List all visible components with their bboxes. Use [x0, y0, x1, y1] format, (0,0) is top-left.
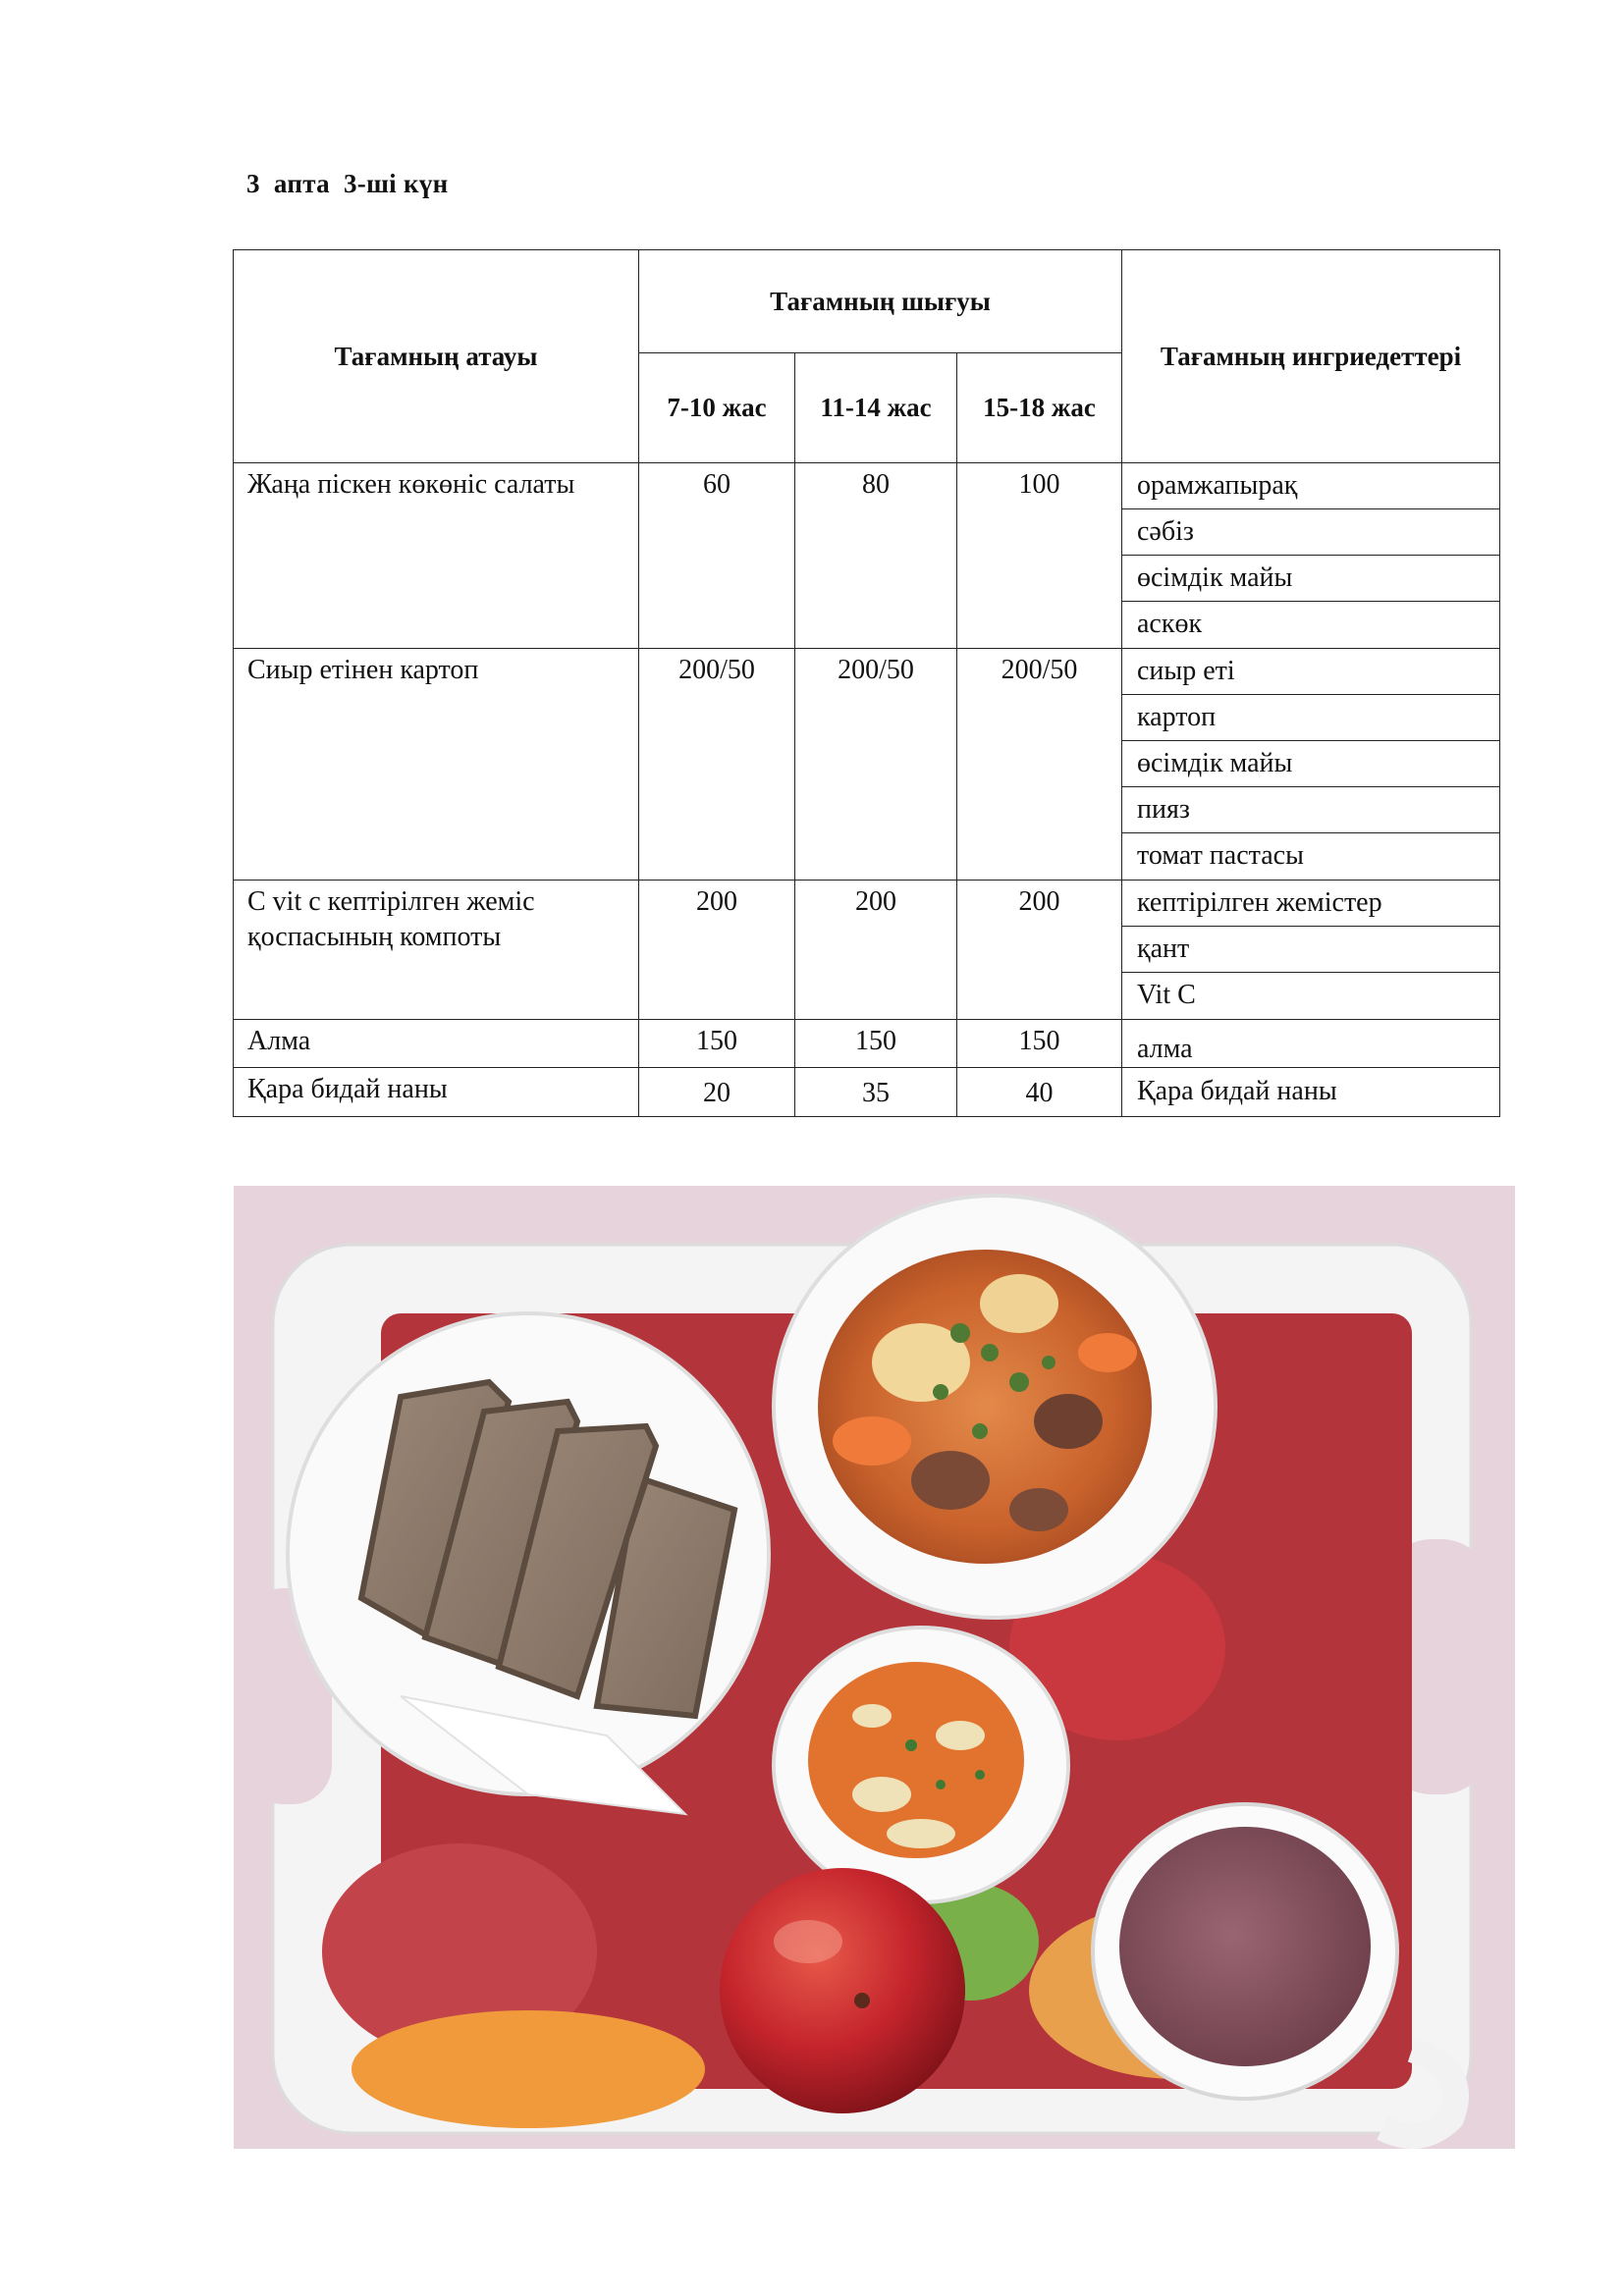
- header-dish-name: Тағамның атауы: [234, 250, 639, 463]
- amount-7-10: 200/50: [639, 649, 795, 881]
- ingredients-cell: [1122, 881, 1500, 1020]
- amount-11-14: 200: [795, 881, 957, 1020]
- stew-carrot: [833, 1416, 911, 1466]
- meal-photo: [234, 1186, 1515, 2149]
- tray-print-fruit: [352, 2010, 705, 2128]
- table-row: [234, 1020, 1500, 1068]
- amount-7-10: 20: [639, 1068, 795, 1117]
- amount-11-14: 35: [795, 1068, 957, 1117]
- dish-name: Жаңа піскен көкөніс салаты: [234, 463, 639, 649]
- stew-potato: [980, 1274, 1058, 1333]
- amount-15-18: 200: [957, 881, 1122, 1020]
- amount-15-18: 40: [957, 1068, 1122, 1117]
- dish-name: Сиыр етінен картоп: [234, 649, 639, 881]
- apple-highlight: [774, 1920, 842, 1963]
- apple-stem: [854, 1993, 870, 2008]
- stew-beef: [1034, 1394, 1103, 1449]
- ingredients-cell: [1122, 463, 1500, 649]
- header-age-11-14: 11-14 жас: [795, 353, 957, 463]
- header-age-7-10: 7-10 жас: [639, 353, 795, 463]
- amount-11-14: 200/50: [795, 649, 957, 881]
- table-row: [234, 463, 1500, 649]
- table-row: [234, 1068, 1500, 1117]
- header-ingredients: Тағамның ингриедеттері: [1122, 250, 1500, 463]
- ingredient: Vit C: [1137, 980, 1196, 1010]
- compote: [1119, 1827, 1371, 2066]
- amount-11-14: 150: [795, 1020, 957, 1068]
- table-row: [234, 881, 1500, 1020]
- page-heading: 3 апта 3-ші күн: [246, 169, 449, 198]
- amount-7-10: 200: [639, 881, 795, 1020]
- ingredient: картоп: [1122, 695, 1499, 741]
- amount-15-18: 100: [957, 463, 1122, 649]
- amount-15-18: 200/50: [957, 649, 1122, 881]
- apple: [720, 1868, 965, 2113]
- ingredient: аскөк: [1137, 609, 1203, 639]
- ingredient: алма: [1122, 1020, 1500, 1068]
- amount-11-14: 80: [795, 463, 957, 649]
- ingredient: пияз: [1122, 787, 1499, 833]
- stew-beef: [911, 1451, 990, 1510]
- amount-15-18: 150: [957, 1020, 1122, 1068]
- menu-table: [233, 249, 1500, 1117]
- header-age-15-18: 15-18 жас: [957, 353, 1122, 463]
- ingredients-cell: [1122, 649, 1500, 881]
- dish-name: Қара бидай наны: [234, 1068, 639, 1117]
- stew-carrot: [1078, 1333, 1137, 1372]
- dish-name: С vit с кептірілген жеміс қоспасының компоты: [234, 881, 639, 1020]
- ingredient: өсімдік майы: [1122, 741, 1499, 787]
- ingredient: орамжапырақ: [1122, 463, 1499, 509]
- header-output: Тағамның шығуы: [639, 250, 1122, 353]
- ingredient: сәбіз: [1122, 509, 1499, 556]
- dish-name: Алма: [234, 1020, 639, 1068]
- stew-beef: [1009, 1488, 1068, 1531]
- amount-7-10: 60: [639, 463, 795, 649]
- ingredient: Қара бидай наны: [1122, 1068, 1500, 1117]
- amount-7-10: 150: [639, 1020, 795, 1068]
- ingredient: томат пастасы: [1137, 840, 1304, 871]
- table-row: [234, 649, 1500, 881]
- ingredient: қант: [1122, 927, 1499, 973]
- ingredient: сиыр еті: [1122, 649, 1499, 695]
- ingredient: өсімдік майы: [1122, 556, 1499, 602]
- ingredient: кептірілген жемістер: [1122, 881, 1499, 927]
